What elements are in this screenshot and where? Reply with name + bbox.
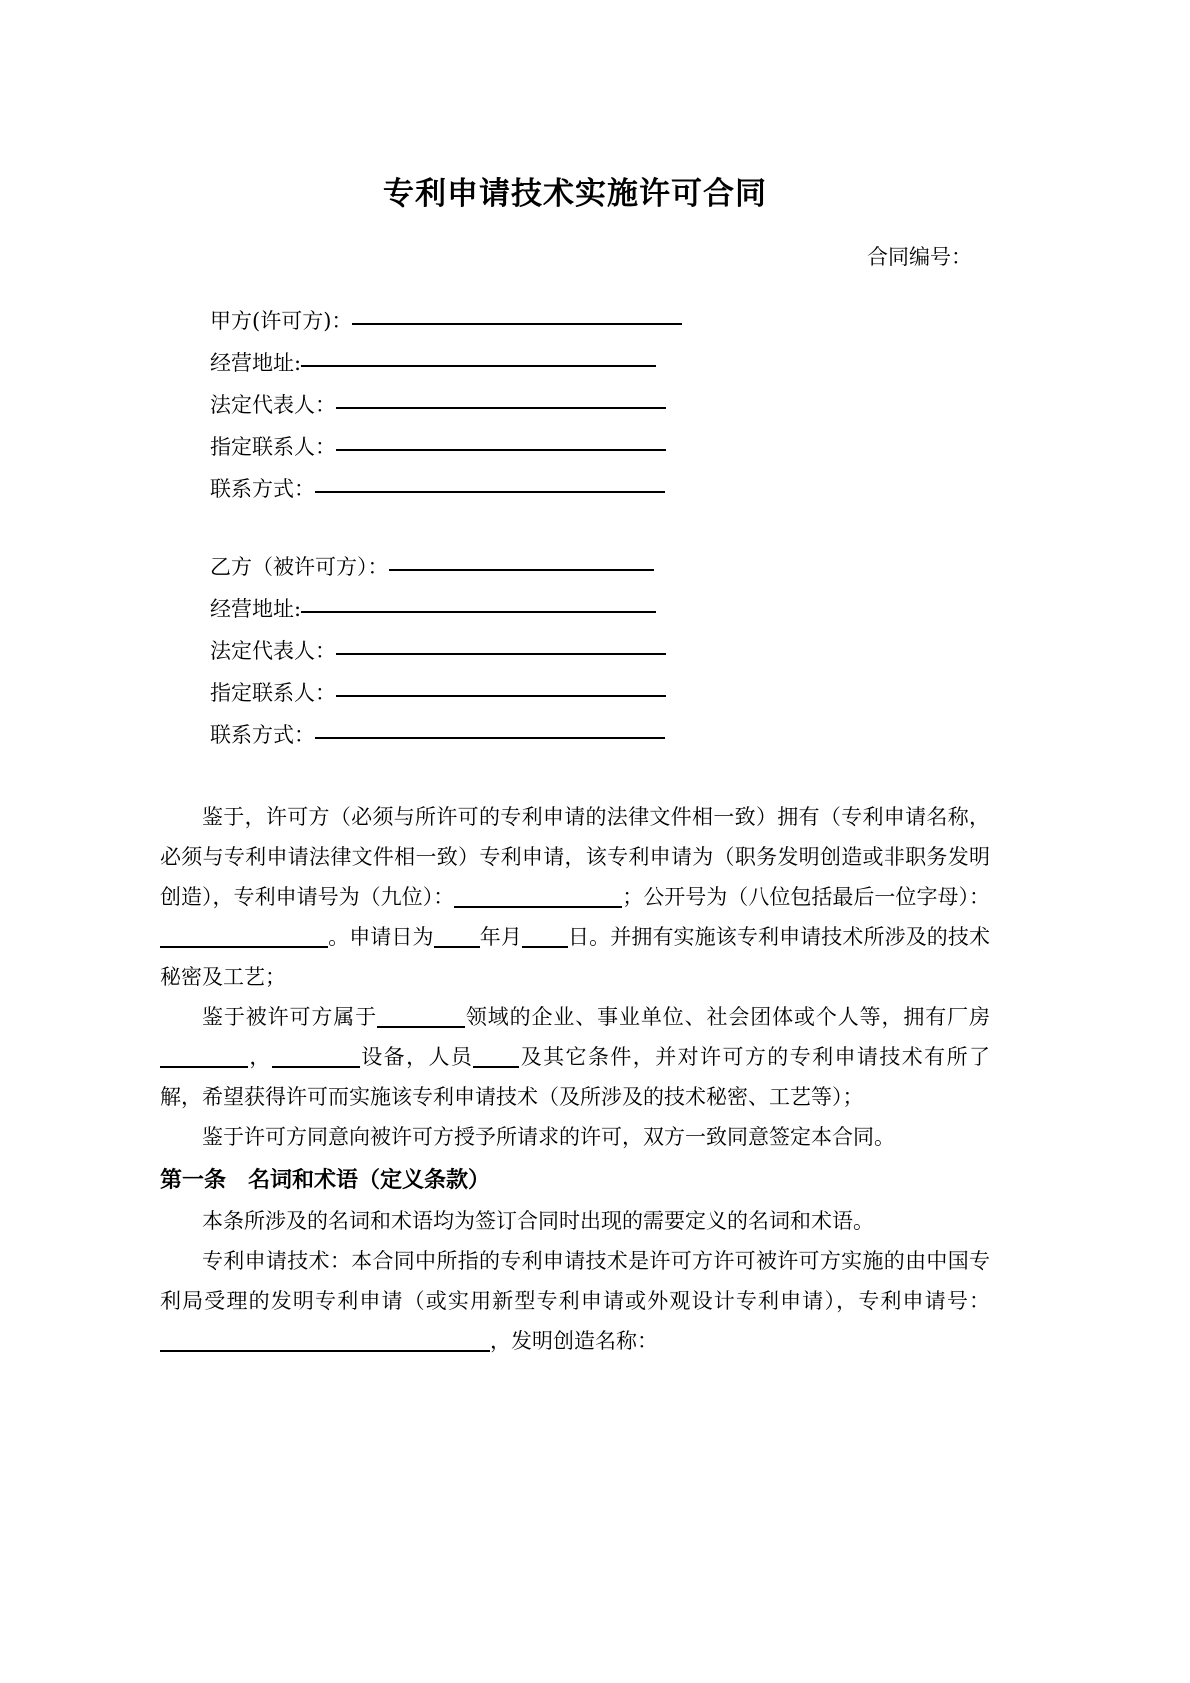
party-a-legal-rep-label: 法定代表人： xyxy=(210,393,336,418)
party-b-name-label: 乙方（被许可方）： xyxy=(210,555,389,580)
recital-2-text-part-4: 设备，人员 xyxy=(359,1045,474,1070)
party-a-contact-person-label: 指定联系人： xyxy=(210,435,336,460)
patent-application-number-blank[interactable] xyxy=(454,906,622,908)
recital-2-text-part-1: 鉴于被许可方属于 xyxy=(202,1005,377,1030)
party-a-block xyxy=(160,271,990,521)
field-row xyxy=(210,479,990,521)
recital-paragraph-3: 鉴于许可方同意向被许可方授予所请求的许可，双方一致同意签定本合同。 xyxy=(202,1125,895,1150)
party-b-legal-rep-label: 法定代表人： xyxy=(210,639,336,664)
field-row xyxy=(210,641,990,683)
personnel-blank[interactable] xyxy=(473,1066,519,1068)
application-day-blank[interactable] xyxy=(522,946,568,948)
field-row xyxy=(210,557,990,599)
field-row xyxy=(210,683,990,725)
party-a-name-label: 甲方(许可方)： xyxy=(210,309,353,334)
party-b-contact-method-input[interactable] xyxy=(315,736,665,739)
party-a-contact-method-input[interactable] xyxy=(315,490,665,493)
field-row xyxy=(210,725,990,767)
recital-1-text-part-1: 鉴于，许可方（必须与所许可的专利申请的法律文件相一致）拥有（专利申请名称，必须与专利申请法律文件相一致）专利申请，该专利申请为（职务发明创造或非职务发明创造），专利申请号为（九位）： xyxy=(160,805,990,910)
equipment-blank[interactable] xyxy=(272,1066,360,1068)
recital-paragraph-1 xyxy=(160,767,990,997)
recital-1-text-part-5: 日。并拥有实施该专利申请技术所涉及的技术秘密及工艺； xyxy=(160,925,991,990)
party-b-contact-method-label: 联系方式： xyxy=(210,723,315,748)
article-one-paragraph-1: 本条所涉及的名词和术语均为签订合同时出现的需要定义的名词和术语。 xyxy=(202,1209,874,1234)
contract-number-label: 合同编号： xyxy=(867,244,972,269)
article-one-p2-text-part-2: ，发明创造名称： xyxy=(490,1329,658,1354)
article-one-paragraph-2 xyxy=(160,1241,990,1361)
party-b-block xyxy=(160,521,990,767)
licensee-field-blank[interactable] xyxy=(377,1026,465,1028)
party-a-contact-method-label: 联系方式： xyxy=(210,477,315,502)
field-row xyxy=(210,311,990,353)
article-one-patent-application-number-blank[interactable] xyxy=(160,1350,490,1352)
party-b-name-input[interactable] xyxy=(389,568,654,571)
party-b-address-input[interactable] xyxy=(301,610,656,613)
field-row xyxy=(210,353,990,395)
party-a-address-input[interactable] xyxy=(301,364,656,367)
article-one-p2-text-part-1: 专利申请技术：本合同中所指的专利申请技术是许可方许可被许可方实施的由中国专利局受理的发明专利申请（或实用新型专利申请或外观设计专利申请），专利申请号： xyxy=(160,1249,990,1314)
party-b-address-label: 经营地址: xyxy=(210,597,302,622)
party-b-contact-person-label: 指定联系人： xyxy=(210,681,336,706)
field-row xyxy=(210,395,990,437)
field-row xyxy=(210,437,990,479)
recital-1-text-part-3: 。申请日为 xyxy=(328,925,434,950)
party-a-legal-rep-input[interactable] xyxy=(336,406,666,409)
publication-number-blank[interactable] xyxy=(160,946,328,948)
document-content xyxy=(160,0,990,1361)
party-a-contact-person-input[interactable] xyxy=(336,448,666,451)
field-row xyxy=(210,599,990,641)
party-a-name-input[interactable] xyxy=(352,322,682,325)
factory-blank[interactable] xyxy=(160,1066,248,1068)
recital-2-text-part-5: 及其它条件，并对许可方的专利申请技术有所了解，希望获得许可而实施该专利申请技术（及所涉及的技术秘密、工艺等）； xyxy=(160,1045,991,1110)
recital-paragraph-2 xyxy=(160,997,990,1117)
recital-1-text-part-4: 年月 xyxy=(479,925,522,950)
recital-2-text-part-2: 领域的企业、事业单位、社会团体或个人等，拥有厂房 xyxy=(465,1005,990,1030)
page-title: 专利申请技术实施许可合同 xyxy=(383,176,767,212)
recital-2-text-part-3: ， xyxy=(248,1045,272,1070)
recital-1-text-part-2: ；公开号为（八位包括最后一位字母）： xyxy=(622,885,990,910)
party-a-address-label: 经营地址: xyxy=(210,351,302,376)
article-one-heading: 第一条 名词和术语（定义条款） xyxy=(160,1168,491,1194)
party-b-contact-person-input[interactable] xyxy=(336,694,666,697)
application-year-blank[interactable] xyxy=(434,946,480,948)
party-b-legal-rep-input[interactable] xyxy=(336,652,666,655)
